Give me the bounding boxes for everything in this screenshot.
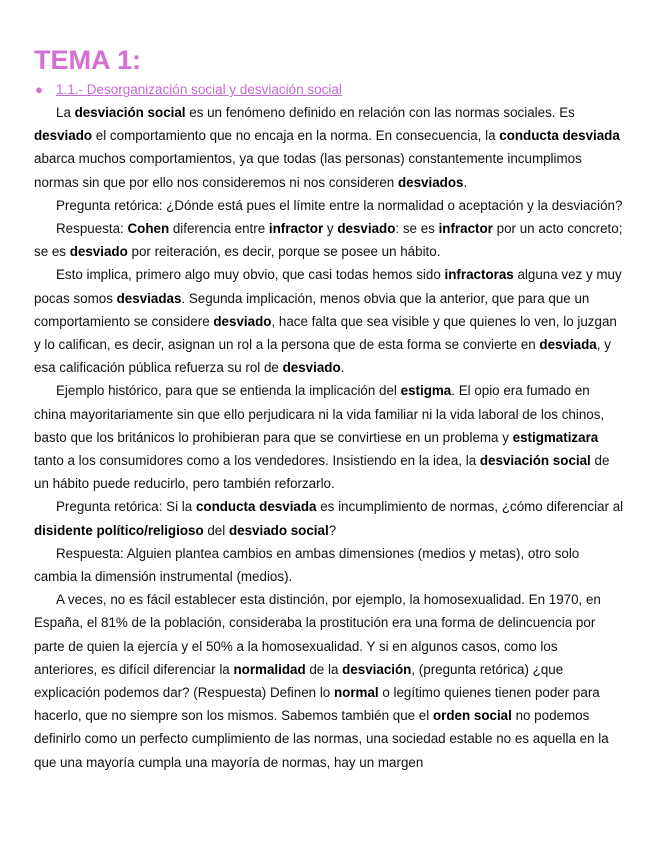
highlighted-name: Cohen: [127, 221, 170, 237]
text-run: es incumplimiento de normas, ¿cómo diferenciar al: [316, 499, 624, 515]
paragraph: [34, 101, 624, 194]
text-run: : se es: [395, 221, 439, 237]
bold-term: desviado: [69, 244, 128, 260]
paragraph: [34, 542, 624, 588]
document-page: [34, 44, 624, 774]
text-run: de la: [305, 661, 343, 677]
bold-term: desviadas: [116, 290, 182, 306]
text-run: , hace falta que sea visible y que quienes lo ven, lo juzgan y lo califican, es decir, asignan un rol a la persona que de esta forma se convierte en: [34, 313, 617, 353]
text-run: , (pregunta retórica) ¿que explicación podemos dar? (Respuesta) Definen lo: [34, 661, 564, 701]
text-run: , y esa calificación pública refuerza su rol de: [34, 337, 611, 376]
text-run: diferencia entre: [169, 221, 269, 237]
bold-term: orden social: [432, 708, 512, 724]
text-run: el comportamiento que no encaja en la norma. En consecuencia, la: [92, 128, 500, 144]
text-run: .: [340, 360, 345, 376]
bold-term: estigmatizara: [512, 429, 599, 445]
text-run: La: [56, 105, 75, 120]
bold-term: desviación social: [74, 105, 186, 120]
section-heading-link[interactable]: 1.1.- Desorganización social y desviación social: [56, 82, 342, 97]
page-title: TEMA 1:: [34, 45, 141, 75]
bold-term: desviados: [397, 174, 464, 190]
text-run: ?: [328, 522, 337, 538]
bold-term: desviado: [213, 313, 272, 329]
text-run: no podemos definirlo como un perfecto cumplimiento de las normas, una sociedad estable no es aquella en la que una mayoría cumpla una mayoría de normas, hay un margen: [34, 708, 609, 770]
bold-term: desviada: [539, 337, 597, 353]
bold-term: conducta desviada: [499, 128, 620, 144]
section-heading: [34, 78, 624, 101]
bold-term: conducta desviada: [195, 499, 317, 515]
text-run: Pregunta retórica: ¿Dónde está pues el límite entre la normalidad o aceptación y la desviación?: [56, 197, 623, 213]
bold-term: desviado: [337, 221, 396, 237]
bold-term: desviación social: [479, 453, 591, 469]
bold-term: infractor: [268, 221, 324, 237]
body-text: [34, 101, 624, 774]
text-run: por reiteración, es decir, porque se posee un hábito.: [127, 244, 441, 260]
bold-term: infractoras: [444, 267, 514, 283]
text-run: tanto a los consumidores como a los vendedores. Insistiendo en la idea, la: [34, 453, 480, 469]
text-run: . El opio era fumado en china mayoritariamente sin que ello perjudicara ni la vida familiar ni la vida laboral de los chinos, basto que los británicos lo prohibieran para que se convirtiese en un problema y: [34, 383, 605, 445]
bold-term: desviado: [282, 360, 341, 376]
text-run: .: [463, 174, 468, 190]
text-run: Esto implica, primero algo muy obvio, que casi todas hemos sido: [56, 267, 445, 283]
text-run: es un fenómeno definido en relación con las normas sociales. Es: [185, 105, 575, 120]
paragraph: [34, 194, 624, 217]
text-run: A veces, no es fácil establecer esta distinción, por ejemplo, la homosexualidad. En 1970, en España, el 81% de la población, consideraba la prostitución era una forma de delincuencia por parte de quien la ejercía y el 50% a la homosexualidad. Y si en algunos casos, como los anteriores, es difícil diferenciar la: [34, 592, 601, 677]
text-run: del: [203, 522, 229, 538]
text-run: abarca muchos comportamientos, ya que todas (las personas) constantemente incumplimos normas sin que por ello nos consideremos ni nos consideren: [34, 151, 582, 190]
bold-term: normalidad: [233, 661, 306, 677]
bullet-icon: ●: [35, 82, 43, 97]
text-run: Ejemplo histórico, para que se entienda la implicación del: [56, 383, 401, 399]
text-run: por un acto concreto; se es: [34, 221, 623, 260]
bold-term: infractor: [438, 221, 493, 237]
bold-term: estigma: [400, 383, 452, 399]
text-run: o legítimo quienes tienen poder para hacerlo, que no siempre son los mismos. Sabemos también que el: [34, 685, 600, 724]
text-run: alguna vez y muy pocas somos: [34, 267, 622, 306]
text-run: Respuesta:: [56, 221, 128, 237]
bold-term: disidente político/religioso: [34, 522, 204, 538]
bold-term: desviado social: [228, 522, 329, 538]
paragraph: [34, 217, 624, 263]
text-run: y: [323, 221, 338, 237]
paragraph: [34, 263, 624, 379]
bold-term: desviado: [34, 128, 93, 144]
paragraph: [34, 379, 624, 495]
paragraph: [34, 588, 624, 774]
text-run: . Segunda implicación, menos obvia que la anterior, que para que un comportamiento se considere: [34, 290, 590, 329]
text-run: Pregunta retórica: Si la: [56, 499, 196, 515]
text-run: de un hábito puede reducirlo, pero también reforzarlo.: [34, 453, 610, 492]
text-run: Respuesta: Alguien plantea cambios en ambas dimensiones (medios y metas), otro solo cambia la dimensión instrumental (medios).: [34, 545, 580, 585]
paragraph: [34, 495, 624, 541]
bold-term: normal: [333, 685, 379, 701]
bold-term: desviación: [342, 661, 412, 677]
